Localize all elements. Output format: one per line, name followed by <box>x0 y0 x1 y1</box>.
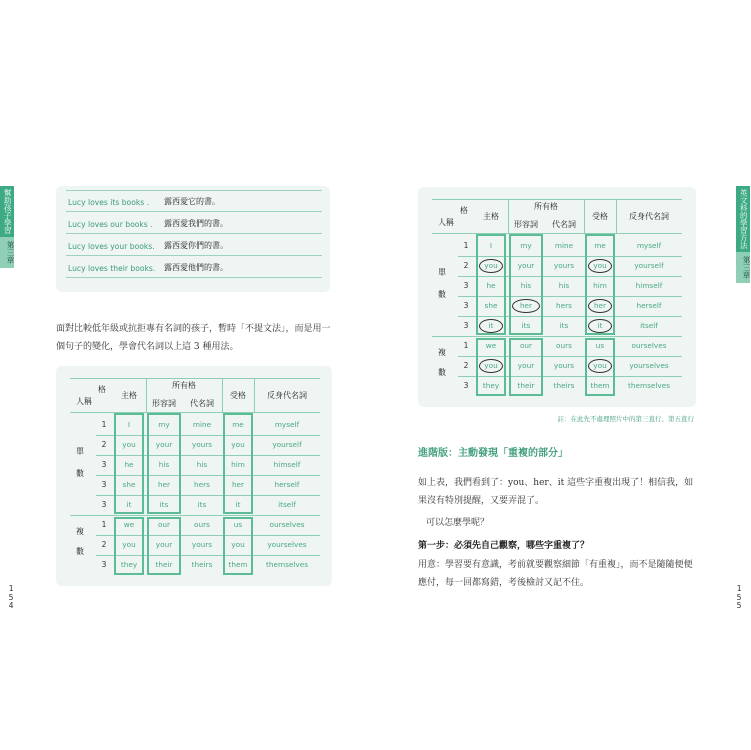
left-paragraph: 面對比較低年級或抗拒專有名詞的孩子，暫時「不提文法」，而是用一個句子的變化，學會代名詞以上這 3 種用法。 <box>56 324 331 352</box>
row-number: 3 <box>101 460 107 469</box>
pronoun-cell: yourself <box>634 261 664 270</box>
header-pronoun: 代名詞 <box>552 220 576 229</box>
pronoun-cell: me <box>594 241 606 250</box>
table-rule <box>432 199 682 200</box>
pronoun-cell: your <box>155 440 173 449</box>
pronoun-cell: ours <box>556 341 572 350</box>
group-label-plural: 複 <box>76 527 84 536</box>
pronoun-cell: you <box>231 440 245 449</box>
pronoun-cell: hers <box>556 301 572 310</box>
pronoun-cell: ourselves <box>269 520 305 529</box>
group-label-plural: 數 <box>76 547 84 556</box>
pronoun-cell: himself <box>273 460 301 469</box>
pronoun-cell: us <box>595 341 605 350</box>
row-number: 2 <box>463 261 469 270</box>
row-number: 1 <box>463 241 469 250</box>
example-chinese: 露西愛我們的書。 <box>164 219 228 228</box>
pronoun-cell: yours <box>191 540 213 549</box>
pronoun-cell: her <box>157 480 171 489</box>
pronoun-cell: my <box>520 241 532 250</box>
corner-label-bottom: 人稱 <box>76 397 92 406</box>
header-reflexive: 反身代名詞 <box>629 212 669 221</box>
row-number: 3 <box>101 480 107 489</box>
pronoun-cell: his <box>520 281 532 290</box>
pronoun-cell: myself <box>636 241 662 250</box>
pronoun-cell: her <box>593 301 607 310</box>
group-label-singular: 單 <box>76 447 84 456</box>
pronoun-cell: our <box>519 341 533 350</box>
pronoun-cell: hers <box>194 480 210 489</box>
example-chinese: 露西愛你們的書。 <box>164 241 228 250</box>
pronoun-cell: them <box>590 381 610 390</box>
pronoun-cell: she <box>484 301 498 310</box>
pronoun-cell: me <box>232 420 244 429</box>
row-number: 3 <box>101 500 107 509</box>
example-row <box>66 256 322 278</box>
row-rule <box>70 515 320 516</box>
pronoun-cell: himself <box>635 281 663 290</box>
table-rule <box>70 412 320 413</box>
group-label-plural: 複 <box>438 348 446 357</box>
table-rule <box>432 233 682 234</box>
pronoun-cell: him <box>231 460 245 469</box>
pronoun-cell: itself <box>640 321 658 330</box>
example-english: Lucy loves our books . <box>68 220 153 229</box>
repeat-circle <box>588 319 612 333</box>
repeat-circle <box>479 259 503 273</box>
example-row <box>66 190 322 212</box>
pronoun-cell: I <box>489 241 493 250</box>
pronoun-cell: his <box>158 460 170 469</box>
header-possessive: 所有格 <box>534 202 558 211</box>
header-pronoun: 代名詞 <box>190 399 214 408</box>
column-highlight <box>114 517 144 575</box>
row-number: 2 <box>463 361 469 370</box>
header-adjective: 形容詞 <box>514 220 538 229</box>
example-row <box>66 234 322 256</box>
pronoun-cell: it <box>235 500 241 509</box>
pronoun-cell: we <box>123 520 135 529</box>
pronoun-cell: yours <box>553 261 575 270</box>
column-highlight <box>223 413 253 514</box>
example-english: Lucy loves its books . <box>68 198 150 207</box>
pronoun-cell: itself <box>278 500 296 509</box>
pronoun-cell: ours <box>194 520 210 529</box>
pronoun-cell: I <box>127 420 131 429</box>
pronoun-cell: its <box>559 321 569 330</box>
header-subject: 主格 <box>121 391 137 400</box>
advanced-section-title: 進階版：主動發現「重複的部分」 <box>418 448 568 459</box>
row-number: 3 <box>463 301 469 310</box>
pronoun-cell: myself <box>274 420 300 429</box>
pronoun-cell: she <box>122 480 136 489</box>
repeat-circle <box>479 359 503 373</box>
pronoun-cell: you <box>122 440 136 449</box>
pronoun-table-card-left <box>56 366 332 586</box>
page-digit: 5 <box>736 601 742 610</box>
pronoun-cell: its <box>521 321 531 330</box>
pronoun-cell: him <box>593 281 607 290</box>
row-number: 1 <box>101 420 107 429</box>
group-label-singular: 單 <box>438 268 446 277</box>
pronoun-cell: yourselves <box>629 361 669 370</box>
pronoun-cell: their <box>155 560 173 569</box>
pronoun-cell: us <box>233 520 243 529</box>
column-highlight <box>114 413 144 514</box>
pronoun-cell: you <box>231 540 245 549</box>
example-sentences-card <box>56 186 330 292</box>
row-number: 1 <box>101 520 107 529</box>
page-digit: 5 <box>736 592 742 602</box>
pronoun-cell: her <box>231 480 245 489</box>
example-english: Lucy loves your books. <box>68 242 155 251</box>
row-number: 2 <box>101 440 107 449</box>
pronoun-cell: her <box>519 301 533 310</box>
corner-label-bottom: 人稱 <box>438 218 454 227</box>
row-number: 1 <box>463 341 469 350</box>
pronoun-cell: it <box>126 500 132 509</box>
side-tab-title: 英文科的學習方法 <box>739 189 749 249</box>
table-rule <box>70 378 320 379</box>
pronoun-cell: you <box>593 361 607 370</box>
side-tab-chapter: 第三章 <box>736 252 750 283</box>
pronoun-cell: its <box>159 500 169 509</box>
group-label-singular: 數 <box>438 290 446 299</box>
pronoun-cell: herself <box>274 480 300 489</box>
header-possessive: 所有格 <box>172 381 196 390</box>
page-digit: 1 <box>736 584 742 593</box>
pronoun-cell: we <box>485 341 497 350</box>
repeat-circle <box>479 319 503 333</box>
repeat-circle <box>588 299 612 313</box>
page-number-left <box>7 585 15 611</box>
pronoun-cell: yourself <box>272 440 302 449</box>
pronoun-cell: you <box>484 361 498 370</box>
row-number: 3 <box>463 321 469 330</box>
pronoun-cell: yourselves <box>267 540 307 549</box>
pronoun-cell: they <box>120 560 138 569</box>
pronoun-cell: they <box>482 381 500 390</box>
chapter-side-tab-left <box>0 186 14 268</box>
page-number-right <box>735 585 743 611</box>
pronoun-cell: mine <box>192 420 212 429</box>
row-number: 2 <box>101 540 107 549</box>
header-adjective: 形容詞 <box>152 399 176 408</box>
pronoun-cell: his <box>196 460 208 469</box>
pronoun-cell: their <box>517 381 535 390</box>
pronoun-cell: them <box>228 560 248 569</box>
table-note: 註：在此先不處理照片中的第三直行、第五直行 <box>557 415 694 423</box>
pronoun-cell: it <box>597 321 603 330</box>
column-highlight <box>509 338 543 396</box>
column-highlight <box>147 413 181 514</box>
pronoun-cell: you <box>593 261 607 270</box>
header-reflexive: 反身代名詞 <box>267 391 307 400</box>
example-english: Lucy loves their books. <box>68 264 156 273</box>
pronoun-cell: yours <box>191 440 213 449</box>
row-number: 3 <box>463 381 469 390</box>
column-highlight <box>147 517 181 575</box>
corner-label-top: 格 <box>460 206 468 215</box>
repeat-circle <box>512 299 540 313</box>
pronoun-cell: its <box>197 500 207 509</box>
corner-label-top: 格 <box>98 385 106 394</box>
pronoun-cell: it <box>488 321 494 330</box>
side-tab-chapter: 第三章 <box>0 237 14 268</box>
right-paragraph-1: 如上表，我們看到了：you、her、it 這些字重複出現了！相信我，如果沒有特別提醒，又要弄混了。 <box>418 478 694 506</box>
pronoun-table-card-right <box>418 187 696 407</box>
pronoun-cell: your <box>517 361 535 370</box>
page-digit: 5 <box>8 592 14 602</box>
pronoun-cell: theirs <box>191 560 213 569</box>
pronoun-cell: he <box>124 460 134 469</box>
header-object: 受格 <box>230 391 246 400</box>
example-row <box>66 212 322 234</box>
pronoun-cell: you <box>484 261 498 270</box>
row-number: 3 <box>463 281 469 290</box>
row-number: 3 <box>101 560 107 569</box>
pronoun-cell: he <box>486 281 496 290</box>
row-rule <box>432 336 682 337</box>
pronoun-cell: themselves <box>627 381 670 390</box>
pronoun-cell: my <box>158 420 170 429</box>
page-digit: 1 <box>8 584 14 593</box>
pronoun-cell: themselves <box>265 560 308 569</box>
page-digit: 4 <box>8 601 14 610</box>
pronoun-cell: ourselves <box>631 341 667 350</box>
right-question: 可以怎麼學呢？ <box>426 518 490 528</box>
pronoun-cell: our <box>157 520 171 529</box>
repeat-circle <box>588 259 612 273</box>
pronoun-cell: your <box>517 261 535 270</box>
group-label-plural: 數 <box>438 368 446 377</box>
step-one-heading: 第一步：必須先自己觀察，哪些字重複了？ <box>418 541 590 551</box>
pronoun-cell: herself <box>636 301 662 310</box>
right-paragraph-2: 用意：學習要有意識，考前就要觀察細節「有重複」，而不是隨隨便便應付，每一回都寫錯，考後檢討又記不住。 <box>418 560 693 588</box>
repeat-circle <box>588 359 612 373</box>
header-object: 受格 <box>592 212 608 221</box>
pronoun-cell: you <box>122 540 136 549</box>
column-highlight <box>509 234 543 335</box>
example-chinese: 露西愛它的書。 <box>164 197 220 206</box>
example-chinese: 露西愛他們的書。 <box>164 263 228 272</box>
pronoun-cell: yours <box>553 361 575 370</box>
group-label-singular: 數 <box>76 469 84 478</box>
chapter-side-tab-right <box>736 186 750 283</box>
header-subject: 主格 <box>483 212 499 221</box>
pronoun-cell: his <box>558 281 570 290</box>
column-highlight <box>223 517 253 575</box>
pronoun-cell: theirs <box>553 381 575 390</box>
pronoun-cell: mine <box>554 241 574 250</box>
pronoun-cell: your <box>155 540 173 549</box>
side-tab-title: 幫助孩子學習 <box>3 189 13 234</box>
